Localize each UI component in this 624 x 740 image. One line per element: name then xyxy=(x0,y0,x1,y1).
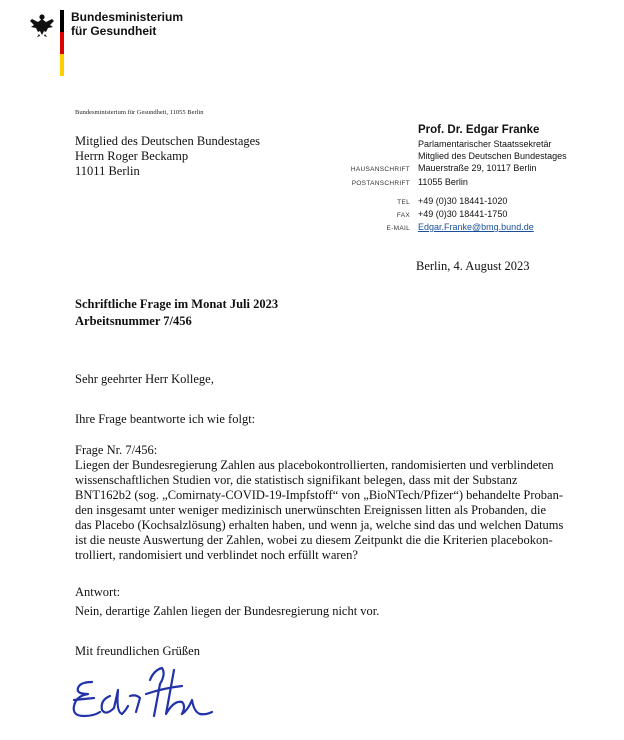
flag-bar xyxy=(60,10,64,76)
email-label: E-MAIL xyxy=(386,225,410,232)
recipient-line-2: Herrn Roger Beckamp xyxy=(75,149,189,163)
tel-label: TEL xyxy=(397,199,410,206)
recipient-line-3: 11011 Berlin xyxy=(75,164,140,178)
flag-stripe-black xyxy=(60,10,64,32)
flag-stripe-red xyxy=(60,32,64,54)
question-line: das Placebo (Kochsalzlösung) erhalten haben, und wenn ja, welche sind das und welchen Datums xyxy=(75,518,564,532)
subject-line-1: Schriftliche Frage im Monat Juli 2023 xyxy=(75,297,279,311)
sender-title-1: Parlamentarischer Staatssekretär xyxy=(418,139,552,149)
question-line: wissenschaftlichen Studien vor, die statistisch signifikant belegen, dass mit der Substanz xyxy=(75,473,518,487)
post-address-label: POSTANSCHRIFT xyxy=(351,180,410,187)
recipient-block xyxy=(75,134,260,179)
ministry-name xyxy=(71,10,183,38)
tel-value: +49 (0)30 18441-1020 xyxy=(418,196,508,206)
house-address-label: HAUSANSCHRIFT xyxy=(350,166,410,173)
recipient-line-1: Mitglied des Deutschen Bundestages xyxy=(75,134,261,148)
post-address-value: 11055 Berlin xyxy=(418,177,468,187)
question-line: ist die neuste Auswertung der Zahlen, wobei zu diesem Zeitpunkt die die Kriterien placebokon- xyxy=(75,533,553,547)
closing: Mit freundlichen Grüßen xyxy=(75,644,200,658)
flag-stripe-gold xyxy=(60,54,64,76)
handwritten-signature xyxy=(70,660,220,730)
question-line: den insgesamt unter weniger medizinisch unerwünschten Ereignissen litten als Probanden, die xyxy=(75,503,547,517)
answer-text: Nein, derartige Zahlen liegen der Bundesregierung nicht vor. xyxy=(75,604,380,618)
subject-line-2: Arbeitsnummer 7/456 xyxy=(75,314,192,328)
intro-text: Ihre Frage beantworte ich wie folgt: xyxy=(75,412,256,426)
federal-eagle-icon xyxy=(28,10,56,38)
fax-value: +49 (0)30 18441-1750 xyxy=(418,209,508,219)
ministry-line-2: für Gesundheit xyxy=(71,24,157,38)
question-text xyxy=(75,458,575,563)
sender-address-line: Bundesministerium für Gesundheit, 11055 Berlin xyxy=(75,109,204,116)
letter-date: Berlin, 4. August 2023 xyxy=(416,259,530,273)
answer-label: Antwort: xyxy=(75,585,121,599)
question-line: BNT162b2 (sog. „Comirnaty-COVID-19-Impfstoff“ von „BioNTech/Pfizer“) behandelte Proban- xyxy=(75,488,564,502)
sender-name: Prof. Dr. Edgar Franke xyxy=(418,124,540,136)
salutation: Sehr geehrter Herr Kollege, xyxy=(75,372,214,386)
house-address-value: Mauerstraße 29, 10117 Berlin xyxy=(418,163,537,173)
question-label: Frage Nr. 7/456: xyxy=(75,443,158,457)
ministry-line-1: Bundesministerium xyxy=(71,10,184,24)
email-link[interactable]: Edgar.Franke@bmg.bund.de xyxy=(418,222,534,232)
fax-label: FAX xyxy=(396,212,410,219)
question-line: Liegen der Bundesregierung Zahlen aus placebokontrollierten, randomisierten und verblindeten xyxy=(75,458,554,472)
sender-title-2: Mitglied des Deutschen Bundestages xyxy=(418,151,567,161)
question-line: trolliert, randomisiert und verblindet noch erfüllt waren? xyxy=(75,548,358,562)
